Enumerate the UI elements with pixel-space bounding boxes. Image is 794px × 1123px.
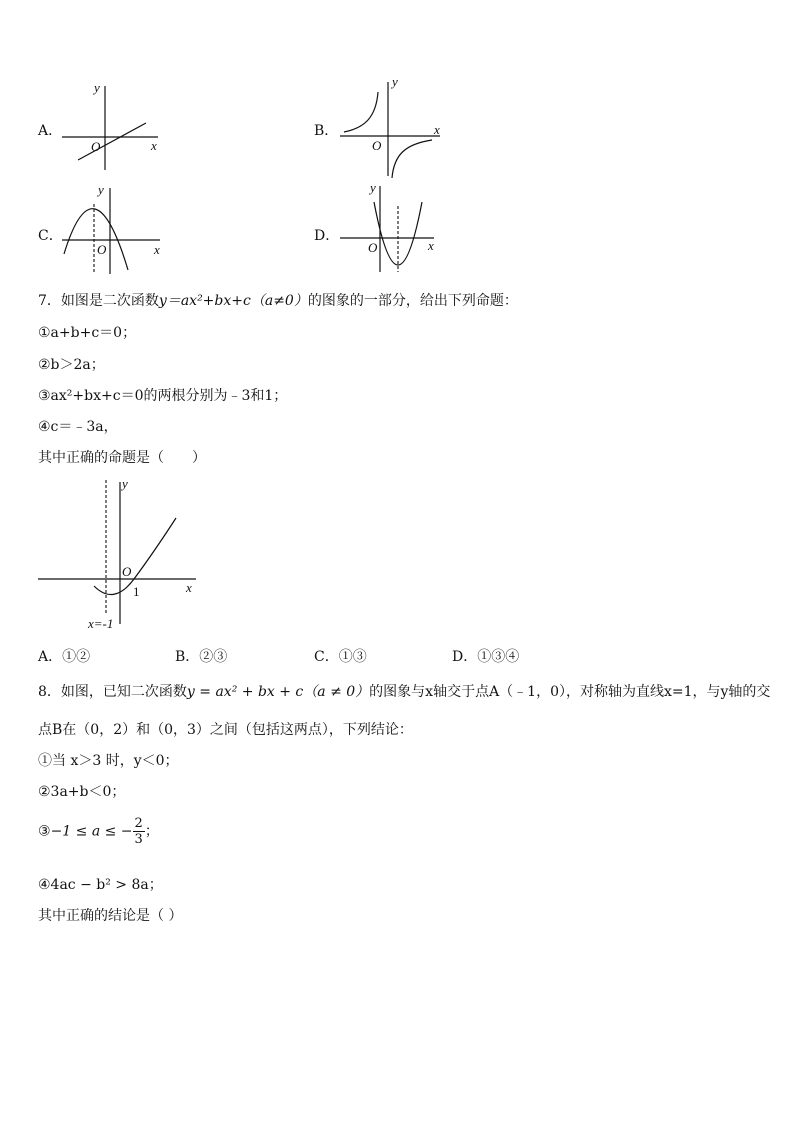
option-d-graph [336,180,448,275]
option-d-label: D． [314,228,340,244]
origin-label: O [368,240,378,255]
q8-item-3 [38,816,159,847]
option-b-label: B． [314,123,339,139]
origin-label: O [97,242,107,257]
axis-equation-label: x=-1 [88,616,114,631]
x-axis-label: x [186,580,192,595]
y-axis-label: y [392,74,398,89]
x-axis-label: x [151,138,157,153]
q7-stem [38,290,518,310]
q8-item-3-formula: −1 ≤ a ≤ − [50,823,133,840]
q7-graph [36,474,208,634]
q7-stem-prefix: 7．如图是二次函数 [38,293,159,309]
origin-label: O [122,564,132,579]
q8-item-2: ②3a+b＜0； [38,784,126,800]
q7-item-1: ①a+b+c＝0； [38,325,137,341]
origin-label: O [372,138,382,153]
q7-item-3: ③ax²+bx+c＝0的两根分别为﹣3和1； [38,388,288,404]
q7-choice-a[interactable]: A．①② [38,649,91,665]
fraction-denominator: 3 [134,832,143,847]
q7-item-2: ②b＞2a； [38,357,105,373]
tick-1-label: 1 [133,584,140,599]
q8-stem-suffix: 的图象与x轴交于点A（﹣1，0），对称轴为直线x=1，与y轴的交 [369,684,771,700]
q8-question: 其中正确的结论是（ ） [38,908,183,924]
option-a-label: A． [38,123,63,139]
q7-choice-b[interactable]: B．②③ [175,649,228,665]
x-axis-label: x [154,242,160,257]
q8-stem-line-2: 点B在（0，2）和（0，3）之间（包括这两点），下列结论： [38,722,413,738]
y-axis-label: y [370,180,376,195]
q8-stem-line-1 [38,681,770,701]
q8-item-4: ④4ac − b² > 8a； [38,877,163,893]
q7-choice-d[interactable]: D．①③④ [452,649,520,665]
q8-stem-formula: y = ax² + bx + c（a ≠ 0） [186,684,370,700]
q7-choice-c[interactable]: C．①③ [314,649,367,665]
q8-stem-prefix: 8．如图，已知二次函数 [38,684,187,700]
option-c-label: C． [38,228,63,244]
option-a-graph [58,78,168,173]
x-axis-label: x [428,238,434,253]
y-axis-label: y [94,80,100,95]
q7-question: 其中正确的命题是（ ） [38,450,206,466]
q8-item-3-suffix: ； [144,823,159,840]
q7-stem-formula: y＝ax²+bx+c（a≠0） [158,293,308,309]
fraction [133,816,145,847]
q8-item-3-marker: ③ [38,823,51,840]
y-axis-label: y [98,182,104,197]
q7-item-4: ④c＝﹣3a， [38,419,118,435]
option-b-graph [336,74,448,179]
origin-label: O [91,139,101,154]
q8-item-1: ①当 x＞3 时，y＜0； [38,753,179,769]
q7-stem-suffix: 的图象的一部分，给出下列命题： [307,293,518,309]
y-axis-label: y [122,476,128,491]
option-c-graph [58,182,170,277]
fraction-numerator: 2 [134,816,143,831]
x-axis-label: x [434,122,440,137]
